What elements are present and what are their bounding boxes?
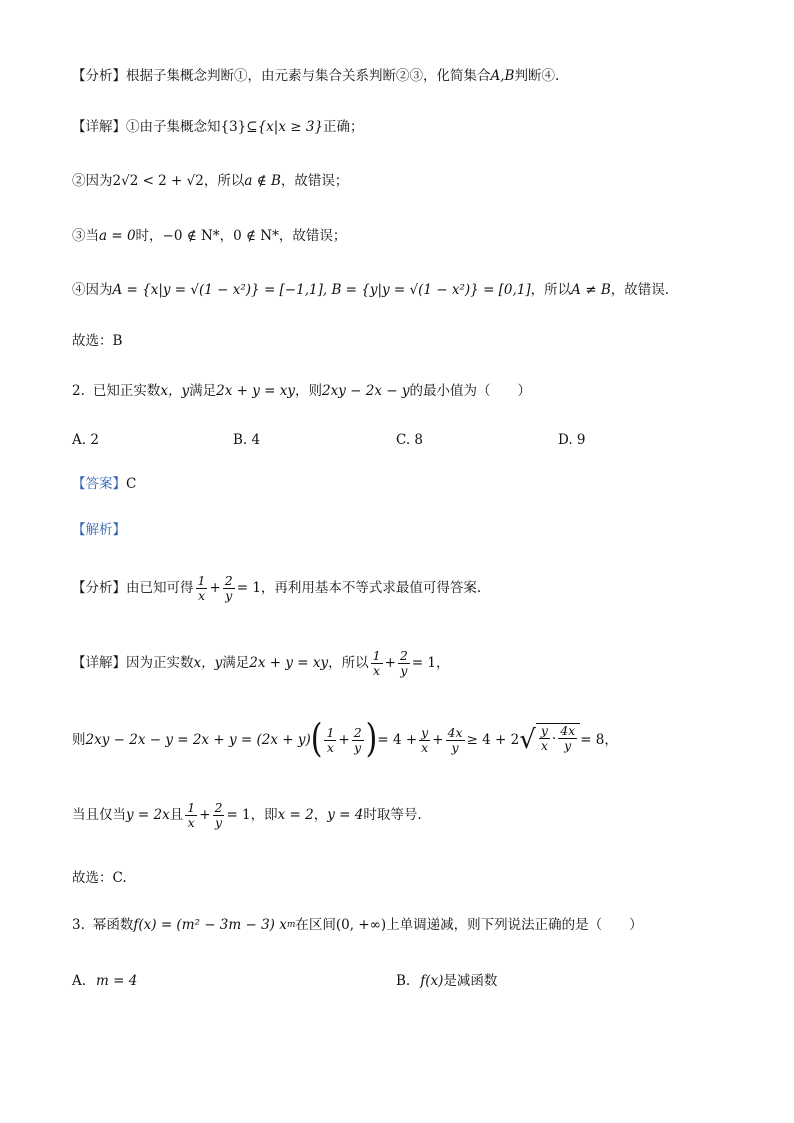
detail-pre: ①由子集概念知 [126,119,221,135]
q3-option-a[interactable] [72,971,137,991]
fraction-4x-over-y-b: $\frac{4x}{y}$ [560,723,576,753]
q2-vars: x，y [160,383,190,399]
q3-exp: m [286,920,296,930]
q2-eq: 2x + y = xy [216,383,295,399]
q3-option-b-fx: f(x) [420,973,444,989]
eq-sep: ， [313,807,328,823]
q3-fx: f(x) = (m² − 3m − 3) x [133,917,287,933]
answer-line [72,474,754,494]
line2-pre: ②因为 [72,173,113,189]
detail-tail: 正确； [323,119,364,135]
eq-pre: 当且仅当 [72,807,126,823]
eq-c1: y = 2x [126,807,170,823]
fraction-y-over-x-b: $\frac{y}{x}$ [540,723,548,753]
q2-pre: 已知正实数 [92,383,161,399]
q2-number: 2. [72,383,85,399]
q3-option-b[interactable] [396,971,497,991]
analysis2-tag: 【分析】 [72,580,126,596]
detail2-mid: 满足 [222,655,250,671]
analysis-line-1 [72,66,754,86]
line2-tail: ，故错误； [280,173,349,189]
q3-option-b-label: B. [396,973,411,989]
q3-mid: 在区间 [295,917,336,933]
question-3 [72,915,754,935]
eq-r2: y = 4 [327,807,364,823]
sqrt-expression: √ $\frac{y}{x}$ · $\frac{4x}{y}$ [519,723,580,757]
detail2-line-1: 【详解】 因为正实数 x，y 满足 2x + y = xy ，所以 $\frac{1}{x}$ + $\frac{2}{y}$ = 1 ， [72,647,450,678]
then-tail: ， [604,732,618,748]
set-3: {3} [220,119,247,135]
line4-tail: ，故错误. [610,282,670,298]
detail-line-2 [72,171,754,191]
set-x-ge-3: {x|x ≥ 3} [257,119,324,135]
q2-option-b-label: B. 4 [233,432,261,448]
eq-r1: x = 2 [277,807,314,823]
q2-option-b[interactable] [233,430,260,450]
fraction-2-over-y-d: $\frac{2}{y}$ [214,799,223,830]
sets-label: A,B [490,68,515,84]
detail-line-4 [72,280,754,300]
line3-pre: ③当 [72,228,99,244]
analysis2-tail: ，再利用基本不等式求最值可得答案. [260,580,482,596]
line3-r1: −0 ∉ N* [162,228,220,244]
analysis-tag: 【分析】 [72,68,126,84]
fraction-1-over-x-b: $\frac{1}{x}$ [372,647,381,678]
line3-tail: ，故错误； [278,228,347,244]
q3-number: 3. [72,917,85,933]
fraction-1-over-x-d: $\frac{1}{x}$ [187,799,196,830]
detail2-vars: x，y [193,655,223,671]
detail2-mid2: ，所以 [328,655,369,671]
line4-pre: ④因为 [72,282,113,298]
q3-option-a-text: m = 4 [96,973,138,989]
q3-option-a-label: A. [72,973,87,989]
eq-tail: 时取等号. [363,807,422,823]
paren-open: ( [310,716,323,763]
then-expr1: 2xy − 2x − y = 2x + y = (2x + y) [85,732,311,748]
line4-mid: ，所以 [530,282,572,298]
detail-tag: 【详解】 [72,119,126,135]
choice-text-1: 故选：B [72,333,123,349]
q2-option-a-label: A. 2 [72,432,99,448]
q2-option-d[interactable] [558,430,586,450]
then-expr3: ≥ 4 + 2 [466,732,520,748]
detail2-eq: 2x + y = xy [249,655,329,671]
line2-mid: ，所以 [203,173,245,189]
detail2-line-2: 则 2xy − 2x − y = 2x + y = (2x + y) ( $\frac{1}{x}$ + $\frac{2}{y}$ ) = 4 + $\frac{y}{x}$ + $\frac{4x}{y}$ ≥ 4 + 2 √ $\frac{y}{x}$ · $\frac{4x}{y}$ = 8 ， [72,716,618,763]
then-pre: 则 [72,732,86,748]
explanation-header [72,520,754,540]
analysis-line-2: 【分析】 由已知可得 $\frac{1}{x}$ + $\frac{2}{y}$ = 1 ，再利用基本不等式求最值可得答案. [72,572,482,603]
line3-sep: ， [219,228,234,244]
fraction-2-over-y: $\frac{2}{y}$ [224,572,233,603]
line4-relation: A ≠ B [571,282,611,298]
q2-option-d-label: D. 9 [558,432,586,448]
fraction-1-over-x-c: $\frac{1}{x}$ [326,724,335,755]
analysis-tail: 判断④. [514,68,560,84]
line4-sets: A = {x|y = √(1 − x²)} = [−1,1], B = {y|y = √(1 − x²)} = [0,1] [112,282,531,298]
detail2-tag: 【详解】 [72,655,126,671]
detail-line-1 [72,117,754,137]
q3-interval: (0, +∞) [335,917,387,933]
q2-option-c-label: C. 8 [396,432,424,448]
line3-r2: 0 ∉ N* [233,228,279,244]
q3-tail: 上单调递减，则下列说法正确的是（ ） [386,917,643,933]
choice-text-2: 故选：C. [72,870,127,886]
question-2 [72,381,754,401]
analysis-text: 根据子集概念判断①，由元素与集合关系判断②③，化简集合 [126,68,491,84]
q3-pre: 幂函数 [92,917,134,933]
fraction-1-over-x: $\frac{1}{x}$ [197,572,206,603]
fraction-y-over-x: $\frac{y}{x}$ [421,724,429,755]
detail2-pre: 因为正实数 [126,655,194,671]
eq-and: 且 [169,807,184,823]
line3-mid: 时， [135,228,163,244]
detail2-tail: ， [436,655,450,671]
detail2-eq2: = 1 [411,655,437,671]
fraction-4x-over-y: $\frac{4x}{y}$ [447,724,463,755]
q2-expr: 2xy − 2x − y [322,383,410,399]
subset-symbol: ⊆ [246,119,258,135]
detail-line-3 [72,226,754,246]
then-expr2: = 4 + [377,732,418,748]
eq-mid: ，即 [250,807,278,823]
line3-cond: a = 0 [99,228,136,244]
q2-mid: 满足 [189,383,217,399]
q2-option-c[interactable] [396,430,423,450]
q2-mid2: ，则 [295,383,322,399]
analysis2-pre: 由已知可得 [126,580,194,596]
analysis2-eq: = 1 [236,580,261,596]
q3-option-b-text: 是减函数 [443,973,498,989]
eq-eq: = 1 [226,807,251,823]
answer-value: C [126,476,137,492]
paren-close: ) [365,716,378,763]
equality-line: 当且仅当 y = 2x 且 $\frac{1}{x}$ + $\frac{2}{y}$ = 1 ，即 x = 2 ， y = 4 时取等号. [72,799,422,830]
choice-line-1 [72,331,754,351]
line2-relation: a ∉ B [244,173,281,189]
q2-tail: 的最小值为（ ） [409,383,531,399]
answer-tag: 【答案】 [72,476,126,492]
explanation-tag: 【解析】 [72,522,126,538]
choice-line-2 [72,868,754,888]
fraction-2-over-y-b: $\frac{2}{y}$ [399,647,408,678]
then-expr4: = 8 [580,732,605,748]
line2-expr: 2√2 < 2 + √2 [112,173,204,189]
fraction-2-over-y-c: $\frac{2}{y}$ [353,724,362,755]
q2-option-a[interactable] [72,430,99,450]
